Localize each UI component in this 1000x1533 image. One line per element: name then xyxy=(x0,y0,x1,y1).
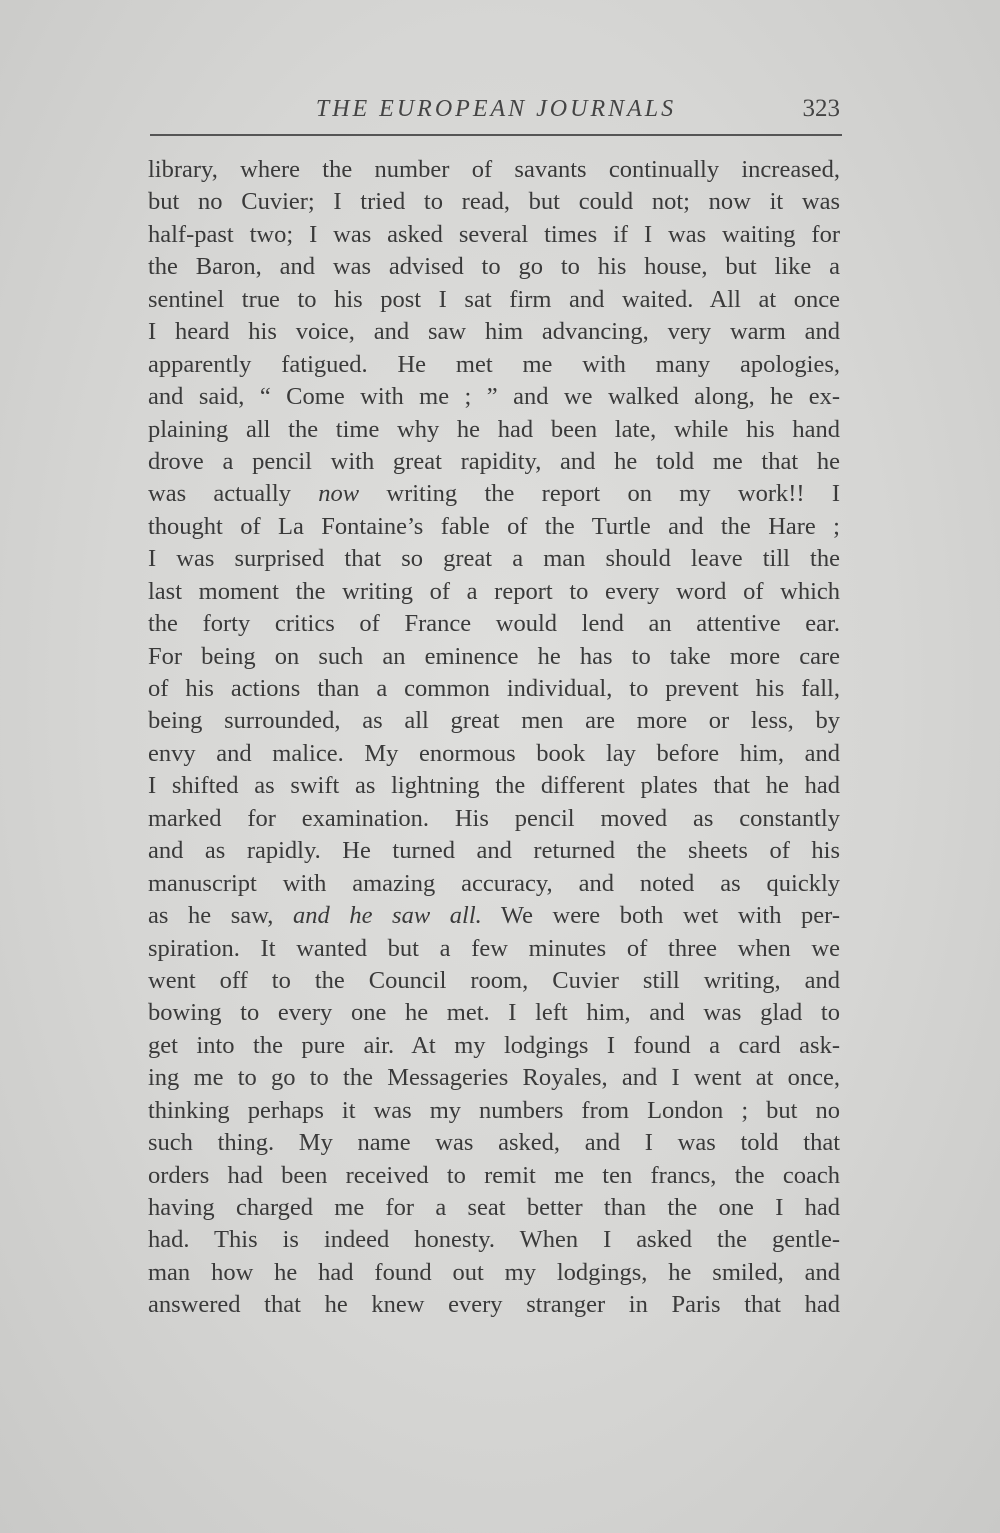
text-line: man how he had found out my lodgings, he smiled, and xyxy=(148,1258,840,1286)
text-line: orders had been received to remit me ten francs, the coach xyxy=(148,1161,840,1189)
text-line: such thing. My name was asked, and I was told that xyxy=(148,1129,840,1157)
text-line: library, where the number of savants continually increased, xyxy=(148,156,840,183)
italic-text: now xyxy=(318,480,360,508)
text-line: had. This is indeed honesty. When I asked the gentle- xyxy=(148,1226,840,1254)
text-line: last moment the writing of a report to every word of which xyxy=(148,577,840,605)
text-line: drove a pencil with great rapidity, and he told me that he xyxy=(148,447,840,475)
text-line: as he saw, and he saw all. We were both wet with per- xyxy=(148,902,840,930)
text-line: was actually now writing the report on my work!! I xyxy=(148,480,840,508)
text-line: plaining all the time why he had been late, while his hand xyxy=(148,415,840,443)
text-line: I was surprised that so great a man should leave till the xyxy=(148,545,840,573)
text-line: answered that he knew every stranger in Paris that had xyxy=(148,1291,840,1319)
italic-text: and he saw all. xyxy=(292,902,482,930)
header-rule xyxy=(150,134,842,136)
text-line: but no Cuvier; I tried to read, but could not; now it was xyxy=(148,188,840,216)
text-line: spiration. It wanted but a few minutes of three when we xyxy=(148,934,840,962)
text-line: and said, “ Come with me ; ” and we walked along, he ex- xyxy=(148,383,840,411)
body-text xyxy=(148,154,840,1322)
text-line: having charged me for a seat better than the one I had xyxy=(148,1194,840,1221)
text-line: the forty critics of France would lend an attentive ear. xyxy=(148,610,840,638)
text-line: ing me to go to the Messageries Royales, and I went at once, xyxy=(148,1064,840,1092)
running-head xyxy=(150,92,842,132)
text-line: of his actions than a common individual, to prevent his fall, xyxy=(148,675,840,702)
text-line: sentinel true to his post I sat firm and waited. All at once xyxy=(148,285,840,313)
text-line: I shifted as swift as lightning the different plates that he had xyxy=(148,772,840,800)
page-number: 323 xyxy=(802,95,840,122)
text-line: marked for examination. His pencil moved as constantly xyxy=(148,804,840,832)
text-line: half-past two; I was asked several times if I was waiting for xyxy=(148,220,840,248)
running-title: THE EUROPEAN JOURNALS xyxy=(315,96,677,122)
text-line: went off to the Council room, Cuvier still writing, and xyxy=(148,966,840,994)
text-line: being surrounded, as all great men are more or less, by xyxy=(148,707,840,735)
text-line: thinking perhaps it was my numbers from London ; but no xyxy=(148,1096,840,1124)
text-line: apparently fatigued. He met me with many apologies, xyxy=(148,350,840,378)
text-line: I heard his voice, and saw him advancing, very warm and xyxy=(148,318,840,346)
text-line: the Baron, and was advised to go to his house, but like a xyxy=(148,253,840,281)
text-line: For being on such an eminence he has to take more care xyxy=(148,642,840,670)
text-line: manuscript with amazing accuracy, and noted as quickly xyxy=(148,869,840,897)
text-line: envy and malice. My enormous book lay before him, and xyxy=(148,739,840,767)
text-line: and as rapidly. He turned and returned the sheets of his xyxy=(148,837,840,865)
text-line: get into the pure air. At my lodgings I found a card ask- xyxy=(148,1031,840,1059)
text-line: bowing to every one he met. I left him, and was glad to xyxy=(148,999,840,1027)
text-line: thought of La Fontaine’s fable of the Turtle and the Hare ; xyxy=(148,512,840,540)
